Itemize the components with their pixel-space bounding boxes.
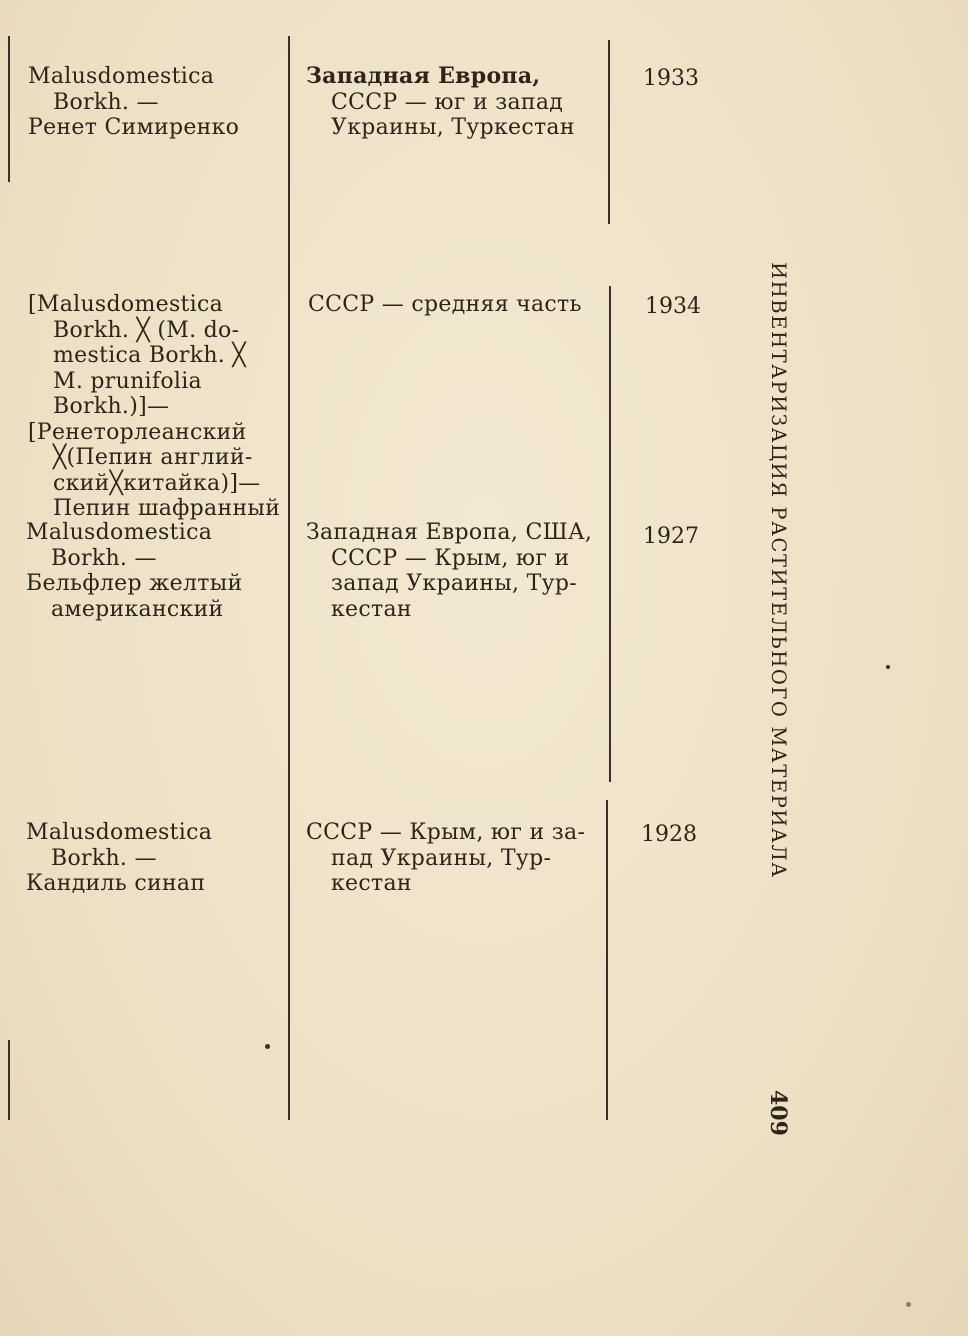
variety-name-cell	[26, 520, 282, 622]
variety-name-cell	[28, 292, 282, 522]
region-year-divider	[609, 286, 611, 782]
print-speck	[265, 1044, 270, 1049]
region-year-divider	[606, 800, 608, 1120]
print-speck	[886, 665, 890, 669]
page-number: 409	[765, 1090, 791, 1136]
name-line: mestica Borkh. ╳	[53, 343, 246, 368]
region-line: Западная Европа,	[306, 63, 541, 89]
region-line: Украины, Туркестан	[331, 115, 575, 140]
name-line: M. prunifolia	[53, 368, 202, 394]
name-line: Borkh. —	[53, 89, 159, 115]
year-cell: 1928	[641, 822, 697, 847]
region-line: СССР — средняя часть	[308, 292, 582, 317]
name-region-divider	[288, 36, 290, 1120]
left-column-rule	[8, 1040, 10, 1120]
name-line: Borkh. —	[51, 845, 157, 871]
region-line: Западная Европа, США,	[306, 520, 593, 545]
name-line: Malusdomestica	[26, 820, 213, 845]
name-line: Бельфлер желтый	[26, 571, 243, 596]
region-line: СССР — Крым, юг и за-	[306, 820, 586, 845]
year-cell: 1933	[643, 66, 699, 91]
print-speck	[906, 1302, 911, 1307]
name-line: Пепин шафранный	[53, 496, 281, 521]
region-cell	[306, 64, 602, 141]
region-line: запад Украины, Тур-	[331, 571, 577, 596]
region-line: СССР — Крым, юг и	[331, 545, 570, 571]
name-line: ский╳китайка)]—	[53, 470, 261, 496]
name-line: [Malusdomestica	[28, 292, 224, 317]
name-line: Кандиль синап	[26, 871, 206, 896]
name-line: Borkh. —	[51, 545, 157, 571]
region-line: СССР — юг и запад	[331, 89, 564, 115]
name-line: [Ренеторлеанский	[28, 419, 247, 445]
region-line: пад Украины, Тур-	[331, 845, 552, 871]
name-line: Malusdomestica	[26, 520, 213, 545]
region-line: кестан	[331, 596, 412, 622]
region-cell	[306, 520, 604, 622]
year-cell: 1927	[643, 524, 699, 549]
name-line: Borkh. ╳ (M. do-	[53, 317, 240, 343]
name-line: Ренет Симиренко	[28, 115, 240, 140]
name-line: Malusdomestica	[28, 64, 215, 89]
name-line: ╳(Пепин англий-	[53, 445, 253, 470]
year-cell: 1934	[645, 294, 701, 319]
region-cell	[306, 820, 600, 897]
running-title: ИНВЕНТАРИЗАЦИЯ РАСТИТЕЛЬНОГО МАТЕРИАЛА	[767, 262, 790, 879]
name-line: американский	[51, 596, 224, 622]
variety-name-cell	[28, 64, 280, 141]
name-line: Borkh.)]—	[53, 394, 170, 419]
variety-name-cell	[26, 820, 280, 897]
region-cell	[308, 292, 604, 318]
left-column-rule	[8, 36, 10, 182]
region-line: кестан	[331, 871, 412, 896]
region-year-divider	[608, 40, 610, 224]
